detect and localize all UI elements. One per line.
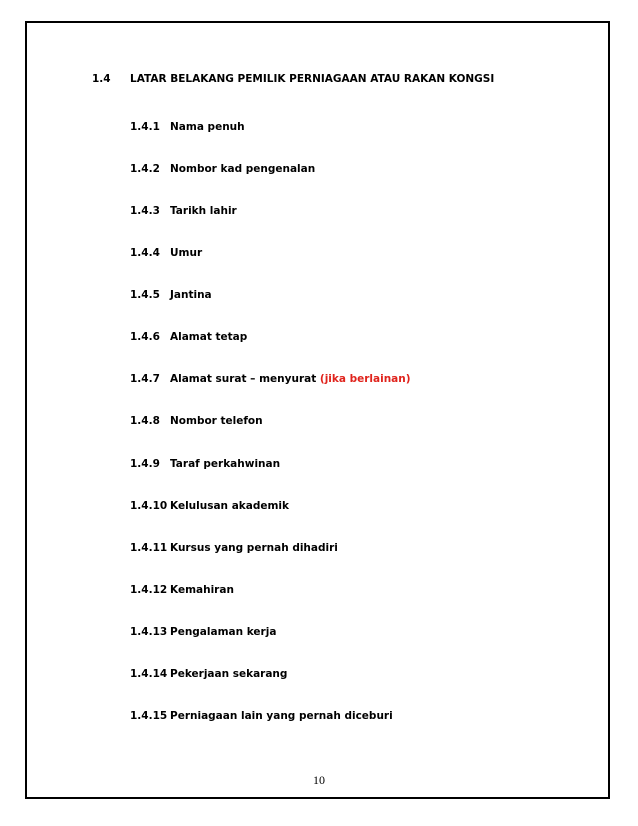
item-number: 1.4.10 (130, 500, 168, 512)
item-text: Kelulusan akademik (170, 500, 290, 512)
item-text: Nombor telefon (170, 415, 263, 427)
item-text: Pekerjaan sekarang (170, 668, 288, 680)
item-text: Nombor kad pengenalan (170, 163, 316, 175)
item-number: 1.4.4 (130, 247, 160, 259)
item-text: Alamat surat – menyurat (170, 373, 320, 385)
item-number: 1.4.13 (130, 626, 168, 638)
list-item (130, 458, 280, 474)
item-number: 1.4.7 (130, 373, 160, 385)
item-text: Nama penuh (170, 121, 245, 133)
list-item (130, 542, 338, 558)
item-note: (jika berlainan) (319, 373, 411, 385)
item-number: 1.4.9 (130, 458, 160, 470)
list-item (130, 500, 289, 516)
item-text: Kursus yang pernah dihadiri (170, 542, 338, 554)
item-number: 1.4.5 (130, 289, 160, 301)
item-number: 1.4.2 (130, 163, 160, 175)
item-number: 1.4.1 (130, 121, 160, 133)
list-item (130, 668, 287, 684)
item-number: 1.4.14 (130, 668, 168, 680)
item-text: Alamat tetap (170, 331, 248, 343)
item-text: Pengalaman kerja (170, 626, 277, 638)
list-item (130, 710, 393, 726)
list-item (130, 205, 237, 221)
list-item (130, 121, 245, 137)
list-item (130, 289, 212, 305)
item-number: 1.4.3 (130, 205, 160, 217)
page-border (25, 21, 610, 799)
list-item (130, 163, 315, 179)
section-number: 1.4 (92, 73, 111, 85)
item-text: Umur (170, 247, 203, 259)
item-number: 1.4.11 (130, 542, 168, 554)
list-item (130, 331, 247, 347)
list-item (130, 373, 411, 389)
list-item (130, 247, 202, 263)
item-text: Taraf perkahwinan (170, 458, 281, 470)
section-title: LATAR BELAKANG PEMILIK PERNIAGAAN ATAU RAKAN KONGSI (130, 73, 495, 85)
list-item (130, 584, 234, 600)
list-item (130, 415, 263, 431)
list-item (130, 626, 276, 642)
item-text: Kemahiran (170, 584, 234, 596)
item-number: 1.4.6 (130, 331, 160, 343)
page-number: 10 (313, 773, 325, 787)
item-text: Perniagaan lain yang pernah diceburi (170, 710, 393, 722)
item-number: 1.4.12 (130, 584, 168, 596)
item-text: Tarikh lahir (170, 205, 237, 217)
item-number: 1.4.15 (130, 710, 168, 722)
item-number: 1.4.8 (130, 415, 160, 427)
item-text: Jantina (170, 289, 212, 301)
